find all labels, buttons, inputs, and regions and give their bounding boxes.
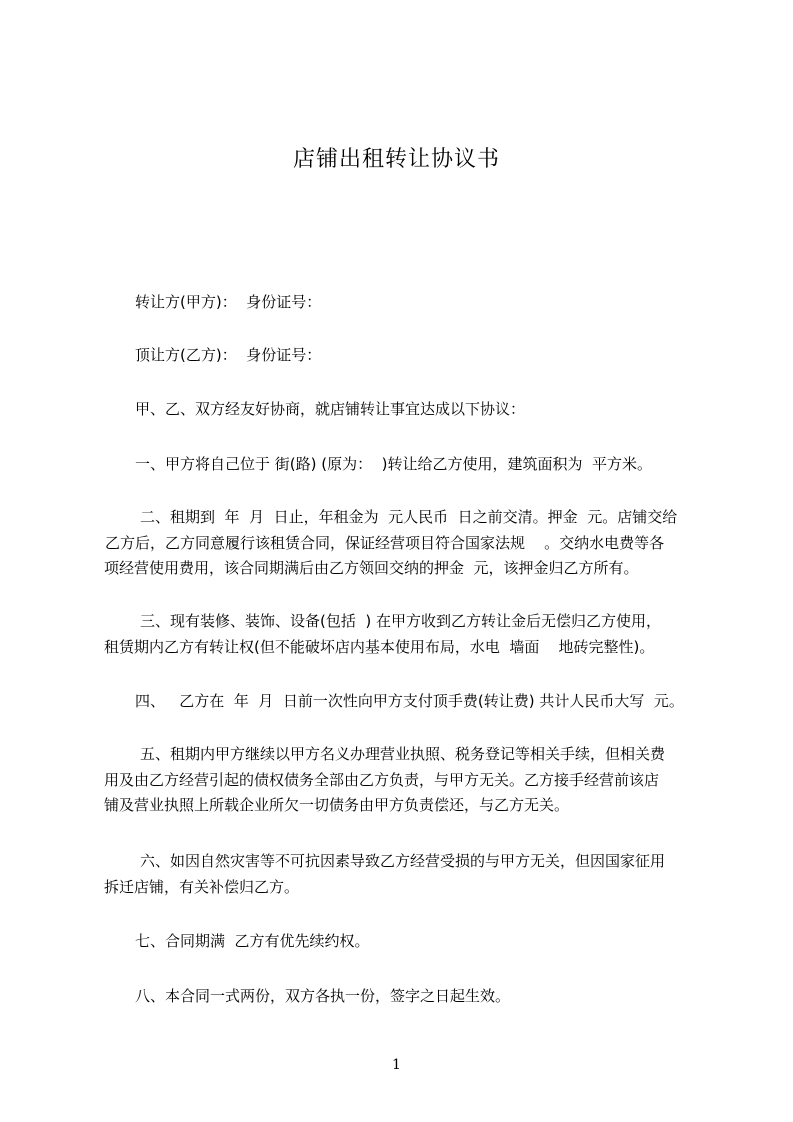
clause-2-line-2: 乙方后，乙方同意履行该租赁合同，保证经营项目符合国家法规 。交纳水电费等各 [105,534,665,552]
page-number: 1 [392,1057,401,1073]
clause-5-line-3: 铺及营业执照上所载企业所欠一切债务由甲方负责偿还，与乙方无关。 [104,796,570,814]
clause-4-line: 四、 乙方在 年 月 日前一次性向甲方支付顶手费(转让费) 共计人民币大写 元。 [135,692,684,710]
clause-8-line: 八、本合同一式两份，双方各执一份，签字之日起生效。 [135,987,511,1005]
clause-7-line: 七、合同期满 乙方有优先续约权。 [135,932,370,950]
clause-6-line-2: 拆迁店铺，有关补偿归乙方。 [104,878,300,896]
clause-5-line-1: 五、租期内甲方继续以甲方名义办理营业执照、税务登记等相关手续，但相关费 [140,745,666,763]
document-title: 店铺出租转让协议书 [292,147,500,172]
clause-2-line-1: 二、租期到 年 月 日止，年租金为 元人民币 日之前交清。押金 元。店铺交给 [140,508,678,526]
party-a-line: 转让方(甲方)： 身份证号： [135,293,322,311]
clause-3-line-1: 三、现有装修、装饰、设备(包括 ) 在甲方收到乙方转让金后无偿归乙方使用， [140,612,662,630]
clause-3-line-2: 租赁期内乙方有转让权(但不能破坏店内基本使用布局，水电 墙面 地砖完整性)。 [104,638,655,656]
clause-5-line-2: 用及由乙方经营引起的债权债务全部由乙方负责，与甲方无关。乙方接手经营前该店 [104,771,660,789]
preamble-line: 甲、乙、双方经友好协商，就店铺转让事宜达成以下协议： [135,400,526,418]
clause-1-line: 一、甲方将自己位于 街(路) (原为： )转让给乙方使用，建筑面积为 平方米。 [135,455,653,473]
party-b-line: 顶让方(乙方)： 身份证号： [135,346,322,364]
clause-2-line-3: 项经营使用费用，该合同期满后由乙方领回交纳的押金 元，该押金归乙方所有。 [104,559,639,577]
clause-6-line-1: 六、如因自然灾害等不可抗因素导致乙方经营受损的与甲方无关，但因国家征用 [140,852,666,870]
